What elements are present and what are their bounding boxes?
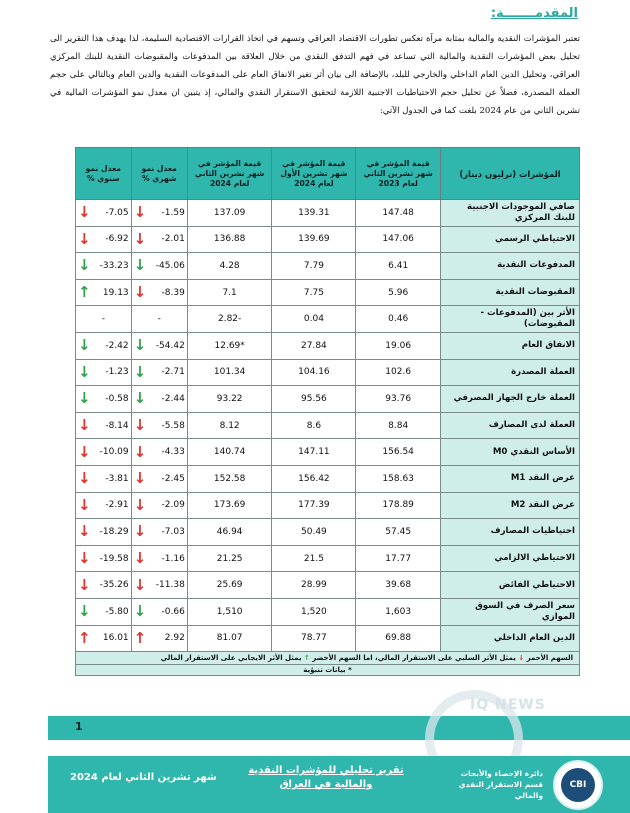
value-nov-2024: 93.22: [187, 386, 272, 413]
annual-growth-value: -3.81: [105, 473, 129, 484]
value-oct-2024: 28.99: [272, 572, 356, 599]
arrow-down-icon: ↓: [78, 389, 91, 408]
cbi-logo: [553, 760, 603, 810]
growth-value-wrap: [78, 258, 129, 273]
monthly-growth-cell: [131, 492, 187, 519]
department-name: دائرة الإحصاء والأبحاث: [460, 769, 543, 778]
monthly-growth-value: -7.03: [161, 526, 185, 537]
value-oct-2024: 8.6: [272, 412, 356, 439]
arrow-down-icon: ↓: [133, 469, 147, 488]
arrow-down-icon: ↓: [78, 229, 91, 248]
annual-growth-cell: [76, 359, 132, 386]
indicator-name: احتياطيات المصارف: [441, 519, 580, 546]
value-oct-2024: 0.04: [272, 306, 356, 333]
growth-value-wrap: [133, 628, 185, 647]
growth-value-wrap: [134, 604, 185, 619]
section-heading: المقدمـــــــة:: [490, 6, 578, 21]
footer-bar: [48, 756, 630, 813]
table-row: [76, 492, 580, 519]
monthly-growth-cell: [131, 465, 187, 492]
monthly-growth-cell: [131, 359, 187, 386]
monthly-growth-value: -2.44: [161, 393, 185, 404]
value-nov-2023: 5.96: [356, 279, 441, 306]
growth-value-wrap: [134, 551, 185, 566]
table-body: [76, 200, 580, 676]
growth-value-wrap: [134, 471, 185, 486]
monthly-growth-value: -: [157, 314, 161, 325]
monthly-growth-value: -2.45: [161, 473, 185, 484]
annual-growth-value: -7.05: [105, 207, 129, 218]
annual-growth-cell: [76, 519, 132, 546]
arrow-down-icon: ↓: [78, 575, 91, 594]
monthly-growth-value: -1.59: [161, 207, 185, 218]
footer-department: [433, 768, 543, 801]
table-row: [76, 332, 580, 359]
arrow-up-icon: ↑: [78, 628, 91, 647]
growth-value-wrap: [78, 285, 129, 300]
value-nov-2023: 178.89: [356, 492, 441, 519]
growth-value-wrap: [134, 391, 185, 406]
annual-growth-cell: [76, 572, 132, 599]
annual-growth-value: -10.09: [99, 447, 129, 458]
annual-growth-cell: [76, 465, 132, 492]
annual-growth-cell: [76, 279, 132, 306]
annual-growth-cell: [76, 625, 132, 652]
annual-growth-value: -33.23: [99, 260, 129, 271]
section-name: قسم الاستقرار النقدي والمالي: [458, 780, 543, 800]
indicator-name: العملة خارج الجهاز المصرفي: [441, 386, 580, 413]
indicators-table: [75, 147, 580, 676]
arrow-down-icon: ↓: [133, 495, 147, 514]
indicator-name: العملة المصدرة: [441, 359, 580, 386]
value-nov-2024: 140.74: [187, 439, 272, 466]
annual-growth-cell: [76, 492, 132, 519]
growth-value-wrap: [78, 604, 129, 619]
indicator-name: الأساس النقدي M0: [441, 439, 580, 466]
annual-growth-value: -1.23: [105, 367, 129, 378]
value-oct-2024: 95.56: [272, 386, 356, 413]
growth-value-wrap: [133, 575, 185, 594]
annual-growth-cell: [76, 598, 132, 625]
value-nov-2024: 152.58: [187, 465, 272, 492]
value-nov-2023: 6.41: [356, 253, 441, 280]
table-row: [76, 306, 580, 333]
growth-value-wrap: [134, 205, 185, 220]
value-nov-2024: 8.12: [187, 412, 272, 439]
growth-value-wrap: [78, 314, 129, 324]
annual-growth-value: 19.13: [102, 287, 129, 298]
value-nov-2023: 8.84: [356, 412, 441, 439]
monthly-growth-value: -2.01: [161, 234, 185, 245]
header-nov-2024: قيمة المؤشر في شهر تشرين الثاني لعام 2024: [187, 148, 272, 200]
growth-value-wrap: [133, 442, 185, 461]
monthly-growth-cell: [131, 545, 187, 572]
monthly-growth-cell: [131, 519, 187, 546]
table-header-row: [76, 148, 580, 200]
value-oct-2024: 156.42: [272, 465, 356, 492]
value-oct-2024: 27.84: [272, 332, 356, 359]
growth-value-wrap: [78, 391, 129, 406]
forecast-note: * بيانات تنبؤية: [76, 665, 580, 676]
table-row: [76, 253, 580, 280]
monthly-growth-value: -1.16: [161, 553, 185, 564]
growth-value-wrap: [78, 471, 129, 486]
monthly-growth-value: -45.06: [155, 260, 185, 271]
monthly-growth-value: -0.66: [161, 606, 185, 617]
annual-growth-value: -18.29: [99, 526, 129, 537]
table-row: [76, 465, 580, 492]
arrow-down-icon: ↓: [78, 549, 91, 568]
growth-value-wrap: [78, 442, 129, 461]
growth-value-wrap: [133, 495, 185, 514]
arrow-down-icon: ↓: [78, 522, 91, 541]
growth-value-wrap: [78, 362, 129, 381]
value-nov-2024: 81.07: [187, 625, 272, 652]
value-nov-2024: 136.88: [187, 226, 272, 253]
value-oct-2024: 7.79: [272, 253, 356, 280]
header-oct-2024: قيمة المؤشر في شهر تشرين الأول لعام 2024: [272, 148, 356, 200]
footer-report-title[interactable]: تقرير تحليلي للمؤشرات النقدية والمالية في العراق: [248, 765, 404, 790]
monthly-growth-cell: [131, 332, 187, 359]
growth-value-wrap: [78, 229, 129, 248]
legend-red-text: يمثل الأثر السلبي على الاستقرار المالي، اما السهم الأخضر: [312, 654, 516, 663]
value-nov-2023: 19.06: [356, 332, 441, 359]
annual-growth-value: -35.26: [99, 580, 129, 591]
monthly-growth-value: -8.39: [161, 287, 185, 298]
growth-value-wrap: [133, 362, 185, 381]
annual-growth-value: -8.14: [105, 420, 129, 431]
value-nov-2024: 46.94: [187, 519, 272, 546]
monthly-growth-cell: [131, 572, 187, 599]
arrow-down-icon: ↓: [133, 362, 147, 381]
header-monthly-growth: معدل نمو شهري %: [131, 148, 187, 200]
growth-value-wrap: [78, 628, 129, 647]
value-nov-2024: *12.69: [187, 332, 272, 359]
annual-growth-cell: [76, 200, 132, 227]
monthly-growth-value: -54.42: [155, 340, 185, 351]
page-number: 1: [75, 720, 83, 733]
table-row: [76, 359, 580, 386]
annual-growth-cell: [76, 332, 132, 359]
arrow-down-icon: ↓: [518, 654, 525, 663]
growth-value-wrap: [78, 575, 129, 594]
table-row: [76, 572, 580, 599]
arrow-down-icon: ↓: [133, 203, 147, 222]
arrow-down-icon: ↓: [78, 416, 91, 435]
annual-growth-value: -19.58: [99, 553, 129, 564]
arrow-down-icon: ↓: [78, 336, 91, 355]
monthly-growth-value: -4.33: [161, 447, 185, 458]
arrow-down-icon: ↓: [133, 442, 147, 461]
growth-value-wrap: [133, 229, 185, 248]
arrow-up-icon: ↑: [133, 628, 147, 647]
table-row: [76, 279, 580, 306]
legend-green-text: يمثل الأثر الايجابي على الاستقرار المالي: [160, 654, 302, 663]
indicator-name: الدين العام الداخلي: [441, 625, 580, 652]
legend-cell: [76, 652, 580, 665]
value-oct-2024: 139.31: [272, 200, 356, 227]
value-nov-2024: 101.34: [187, 359, 272, 386]
table-row: [76, 598, 580, 625]
indicator-name: صافي الموجودات الاجنبية للبنك المركزي: [441, 200, 580, 227]
value-nov-2023: 0.46: [356, 306, 441, 333]
growth-value-wrap: [134, 258, 185, 273]
growth-value-wrap: [78, 418, 129, 433]
arrow-down-icon: ↓: [78, 469, 91, 488]
monthly-growth-cell: [131, 439, 187, 466]
indicator-name: العملة لدى المصارف: [441, 412, 580, 439]
table-row: [76, 200, 580, 227]
value-nov-2024: 173.69: [187, 492, 272, 519]
arrow-down-icon: ↓: [133, 602, 147, 621]
value-nov-2024: 137.09: [187, 200, 272, 227]
table-row: [76, 386, 580, 413]
growth-value-wrap: [78, 495, 129, 514]
value-nov-2023: 156.54: [356, 439, 441, 466]
arrow-down-icon: ↓: [133, 549, 147, 568]
value-oct-2024: 1,520: [272, 598, 356, 625]
arrow-down-icon: ↓: [133, 389, 147, 408]
value-oct-2024: 21.5: [272, 545, 356, 572]
monthly-growth-cell: [131, 412, 187, 439]
growth-value-wrap: [78, 551, 129, 566]
legend-red-label: السهم الأحمر: [526, 654, 573, 663]
monthly-growth-value: -11.38: [155, 580, 185, 591]
annual-growth-cell: [76, 306, 132, 333]
intro-text: تعتبر المؤشرات النقدية والمالية بمثابة مرآة تعكس تطورات الاقتصاد العراقي وتسهم في اتخاذ القرارات الاقتصادية السليمة، لذا يهدف هذا التقرير الى تحليل بعض المؤشرات النقدية والمالية التي تساعد في فهم التدفق النقدي من خلال العلاقة بين المدفوعات والمقبوضات النقدية للبنك المركزي العراقي، وتحليل الدين العام الداخلي والخارجي للبلد، بالإضافة الى بيان أثر تغير الانفاق العام على المدفوعات النقدية والدين العام وبالتالي على حجم العملة المصدرة، فضلاً عن تحليل حجم الاحتياطيات الاجنبية اللازمة لتحقيق الاستقرار النقدي والمالي، إذ يتبين ان معدل نمو المؤشرات المالية في تشرين الثاني من عام 2024 بلغت كما في الجدول الآتي:: [50, 34, 580, 116]
arrow-down-icon: ↓: [78, 495, 91, 514]
annual-growth-cell: [76, 439, 132, 466]
value-nov-2023: 1,603: [356, 598, 441, 625]
arrow-down-icon: ↓: [133, 416, 147, 435]
footer-date: شهر تشرين الثاني لعام 2024: [70, 772, 217, 783]
page-number-bar: [48, 716, 630, 740]
value-nov-2024: 1,510: [187, 598, 272, 625]
arrow-down-icon: ↓: [78, 203, 91, 222]
monthly-growth-cell: [131, 598, 187, 625]
indicator-name: عرض النقد M2: [441, 492, 580, 519]
value-nov-2024: -2.82: [187, 306, 272, 333]
growth-value-wrap: [134, 524, 185, 539]
table-row: [76, 412, 580, 439]
header-annual-growth: معدل نمو سنوي %: [76, 148, 132, 200]
monthly-growth-cell: [131, 306, 187, 333]
note-row: [76, 665, 580, 676]
value-oct-2024: 7.75: [272, 279, 356, 306]
annual-growth-cell: [76, 545, 132, 572]
value-nov-2023: 158.63: [356, 465, 441, 492]
indicator-name: الاحتياطي الفائض: [441, 572, 580, 599]
arrow-down-icon: ↓: [78, 362, 91, 381]
value-oct-2024: 139.69: [272, 226, 356, 253]
arrow-down-icon: ↓: [133, 575, 147, 594]
arrow-down-icon: ↓: [133, 522, 147, 541]
annual-growth-value: -2.91: [105, 500, 129, 511]
table-row: [76, 625, 580, 652]
table-row: [76, 439, 580, 466]
growth-value-wrap: [134, 338, 185, 353]
annual-growth-value: -5.80: [105, 606, 129, 617]
growth-value-wrap: [134, 418, 185, 433]
arrow-down-icon: ↓: [78, 442, 91, 461]
annual-growth-cell: [76, 226, 132, 253]
monthly-growth-cell: [131, 253, 187, 280]
value-nov-2023: 57.45: [356, 519, 441, 546]
growth-value-wrap: [78, 338, 129, 353]
arrow-down-icon: ↓: [133, 256, 147, 275]
annual-growth-cell: [76, 253, 132, 280]
annual-growth-value: 16.01: [102, 633, 129, 644]
indicator-name: عرض النقد M1: [441, 465, 580, 492]
monthly-growth-cell: [131, 226, 187, 253]
table-row: [76, 519, 580, 546]
arrow-down-icon: ↓: [133, 283, 147, 302]
arrow-up-icon: ↑: [78, 283, 91, 302]
header-indicator: المؤشرات (ترليون دينار): [441, 148, 580, 200]
indicator-name: الأثر بين (المدفوعات - المقبوضات): [441, 306, 580, 333]
intro-paragraph: [50, 30, 580, 120]
value-nov-2023: 147.48: [356, 200, 441, 227]
table-row: [76, 226, 580, 253]
watermark: IQ NEWS: [470, 697, 546, 713]
monthly-growth-value: 2.92: [164, 633, 185, 644]
value-nov-2024: 7.1: [187, 279, 272, 306]
monthly-growth-cell: [131, 279, 187, 306]
growth-value-wrap: [134, 285, 185, 300]
growth-value-wrap: [78, 524, 129, 539]
annual-growth-cell: [76, 386, 132, 413]
value-nov-2024: 21.25: [187, 545, 272, 572]
value-nov-2023: 102.6: [356, 359, 441, 386]
arrow-up-icon: ↑: [303, 654, 310, 663]
arrow-down-icon: ↓: [78, 256, 91, 275]
value-nov-2023: 17.77: [356, 545, 441, 572]
value-oct-2024: 177.39: [272, 492, 356, 519]
value-nov-2023: 93.76: [356, 386, 441, 413]
cbi-logo-mark: CBI: [561, 768, 595, 802]
monthly-growth-value: -2.71: [161, 367, 185, 378]
indicator-name: الانفاق العام: [441, 332, 580, 359]
growth-value-wrap: [134, 314, 185, 324]
annual-growth-value: -2.42: [105, 340, 129, 351]
value-nov-2023: 147.06: [356, 226, 441, 253]
annual-growth-value: -: [101, 314, 105, 325]
monthly-growth-cell: [131, 200, 187, 227]
value-nov-2024: 4.28: [187, 253, 272, 280]
arrow-down-icon: ↓: [133, 229, 147, 248]
annual-growth-value: -0.58: [105, 393, 129, 404]
value-nov-2024: 25.69: [187, 572, 272, 599]
monthly-growth-cell: [131, 625, 187, 652]
arrow-down-icon: ↓: [133, 336, 147, 355]
indicator-name: المدفوعات النقدية: [441, 253, 580, 280]
table-row: [76, 545, 580, 572]
header-nov-2023: قيمة المؤشر في شهر تشرين الثاني لعام 2023: [356, 148, 441, 200]
value-nov-2023: 69.88: [356, 625, 441, 652]
indicator-name: سعر الصرف في السوق الموازي: [441, 598, 580, 625]
annual-growth-cell: [76, 412, 132, 439]
monthly-growth-value: -5.58: [161, 420, 185, 431]
indicator-name: الاحتياطي الالزامي: [441, 545, 580, 572]
arrow-down-icon: ↓: [78, 602, 91, 621]
value-oct-2024: 104.16: [272, 359, 356, 386]
annual-growth-value: -6.92: [105, 234, 129, 245]
value-nov-2023: 39.68: [356, 572, 441, 599]
monthly-growth-cell: [131, 386, 187, 413]
value-oct-2024: 147.11: [272, 439, 356, 466]
growth-value-wrap: [78, 205, 129, 220]
indicator-name: الاحتياطي الرسمي: [441, 226, 580, 253]
value-oct-2024: 78.77: [272, 625, 356, 652]
monthly-growth-value: -2.09: [161, 500, 185, 511]
value-oct-2024: 50.49: [272, 519, 356, 546]
indicator-name: المقبوضات النقدية: [441, 279, 580, 306]
legend-row: [76, 652, 580, 665]
